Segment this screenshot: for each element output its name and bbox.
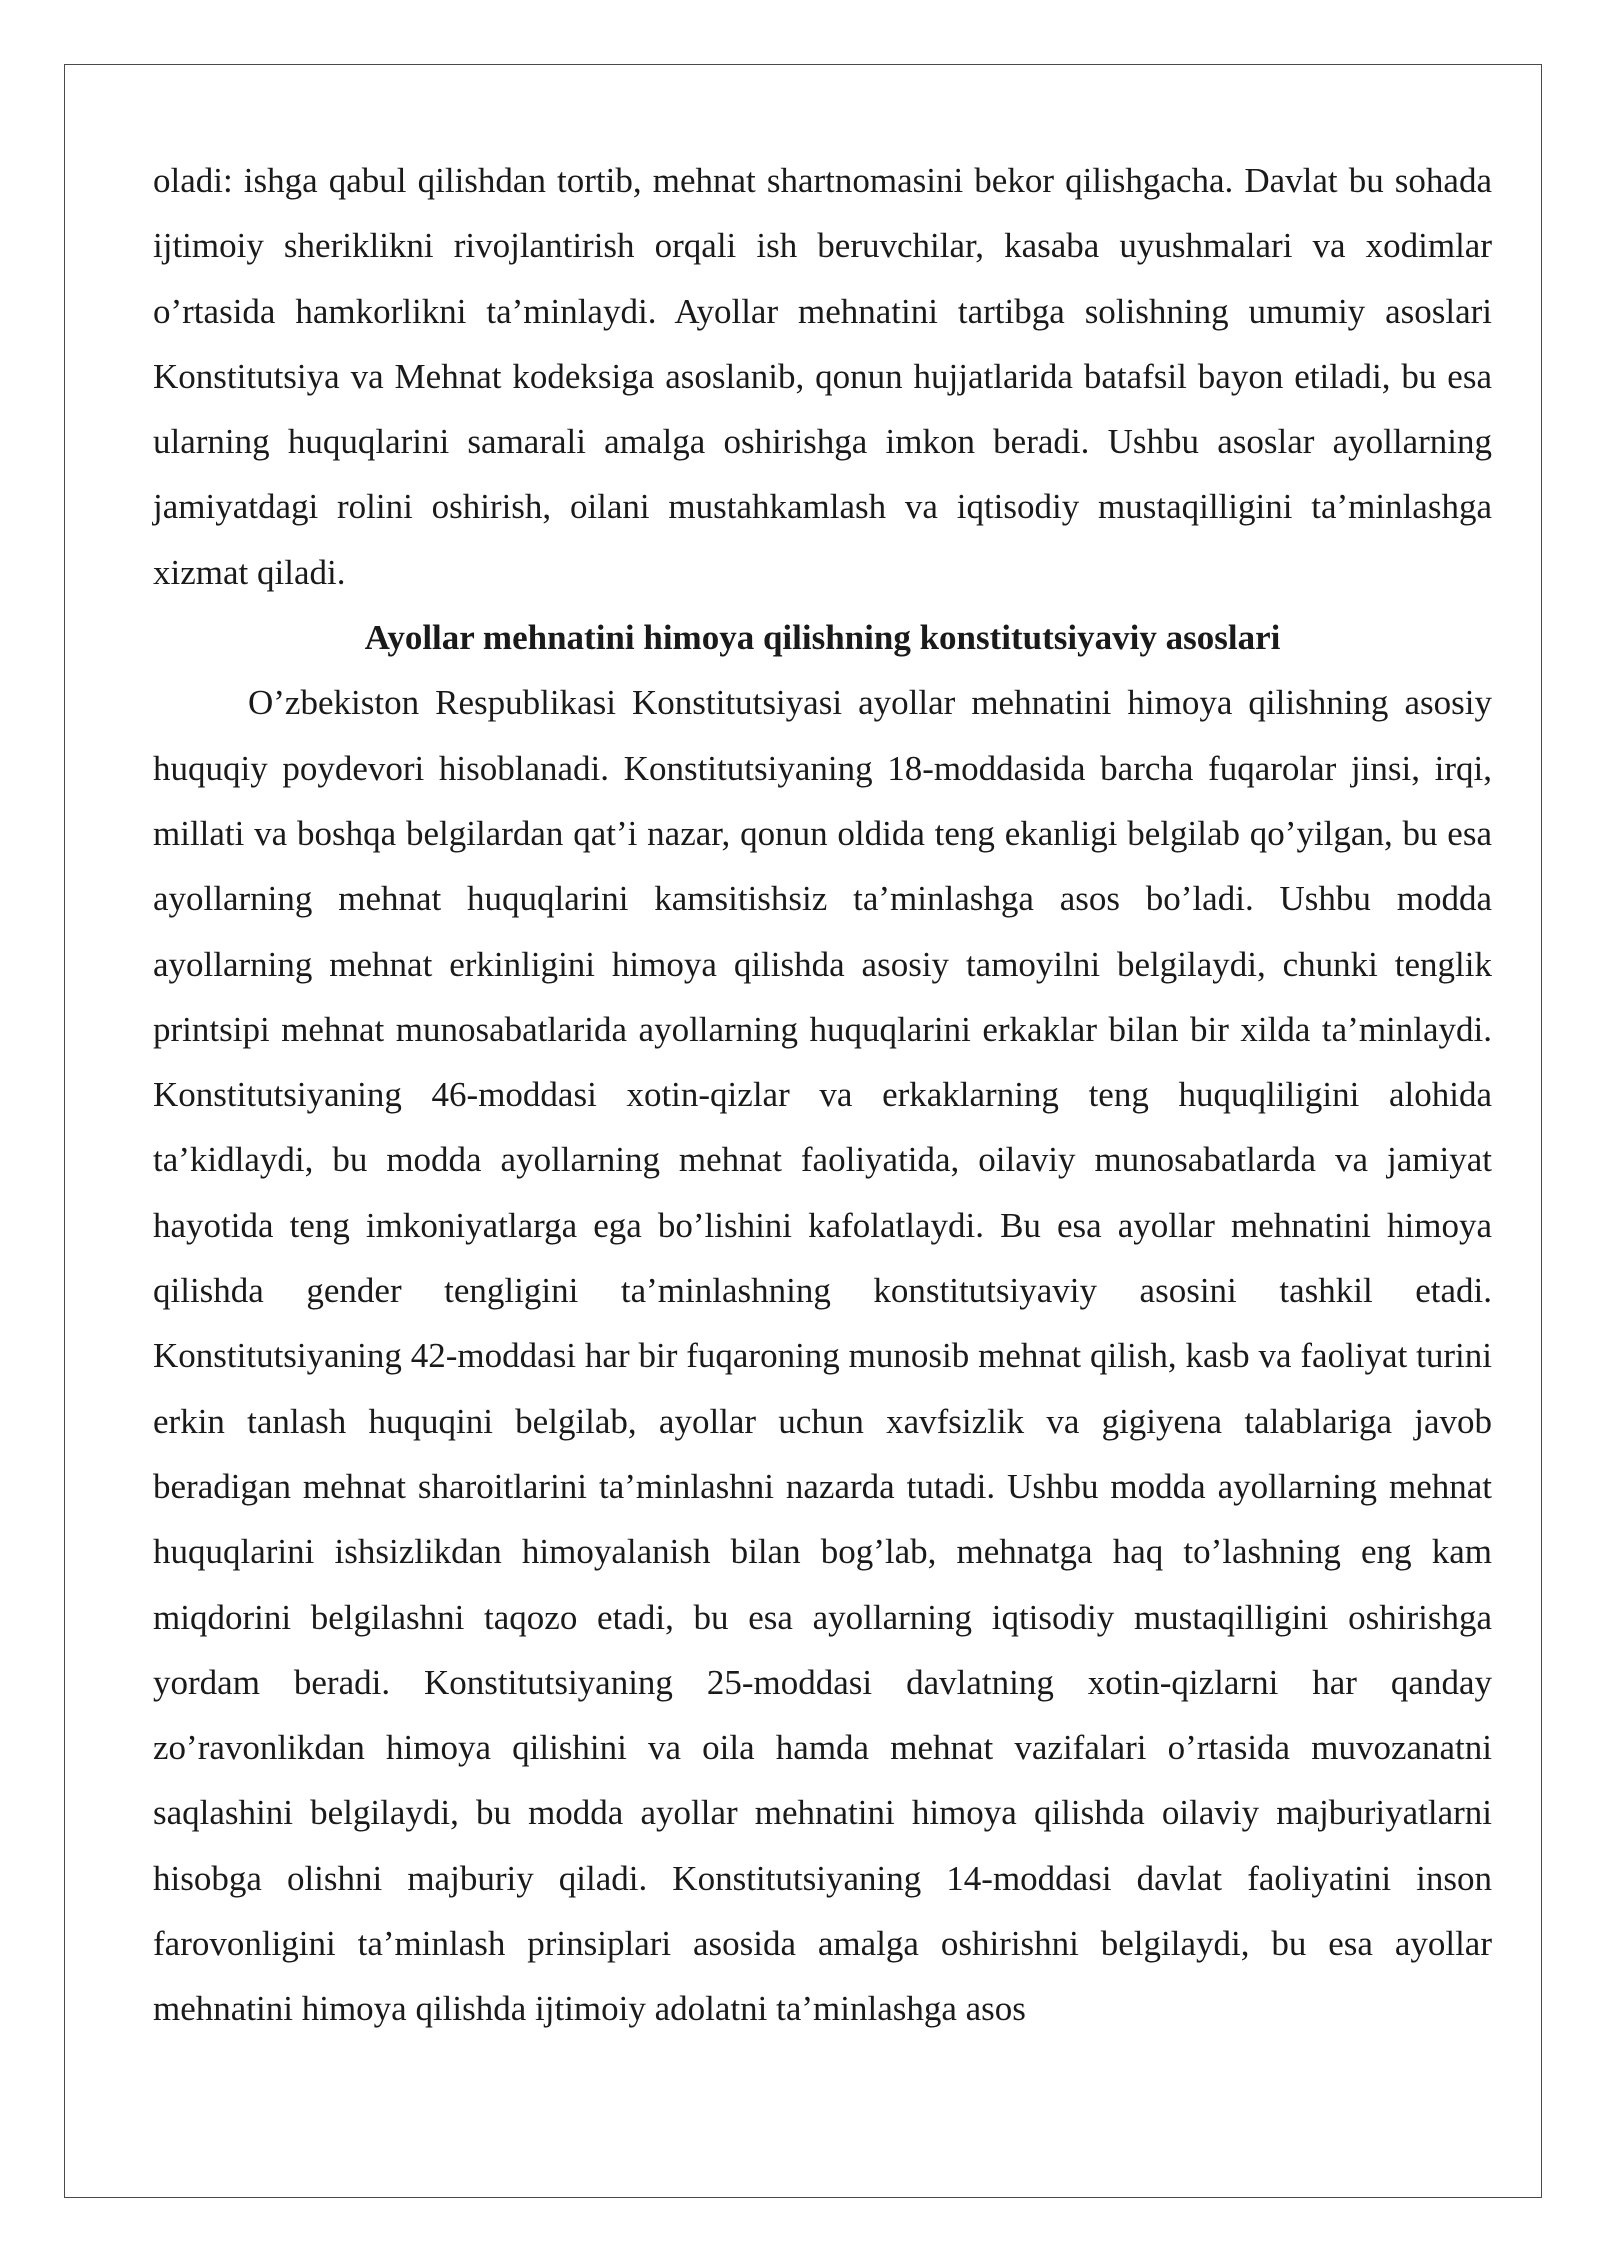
section-heading: Ayollar mehnatini himoya qilishning konstitutsiyaviy asoslari <box>364 618 1281 658</box>
paragraph-constitution: O’zbekiston Respublikasi Konstitutsiyasi ayollar mehnatini himoya qilishning asosiy huquqiy poydevori hisoblanadi. Konstitutsiyaning 18-moddasida barcha fuqarolar jinsi, irqi, millati va boshqa belgilardan qat’i nazar, qonun oldida teng ekanligi belgilab qo’yilgan, bu esa ayollarning mehnat huquqlarini kamsitishsiz ta’minlashga asos bo’ladi. Ushbu modda ayollarning mehnat erkinligini himoya qilishda asosiy tamoyilni belgilaydi, chunki tenglik printsipi mehnat munosabatlarida ayollarning huquqlarini erkaklar bilan bir xilda ta’minlaydi. Konstitutsiyaning 46-moddasi xotin-qizlar va erkaklarning teng huquqliligini alohida ta’kidlaydi, bu modda ayollarning mehnat faoliyatida, oilaviy munosabatlarda va jamiyat hayotida teng imkoniyatlarga ega bo’lishini kafolatlaydi. Bu esa ayollar mehnatini himoya qilishda gender tengligini ta’minlashning konstitutsiyaviy asosini tashkil etadi. Konstitutsiyaning 42-moddasi har bir fuqaroning munosib mehnat qilish, kasb va faoliyat turini erkin tanlash huquqini belgilab, ayollar uchun xavfsizlik va gigiyena talablariga javob beradigan mehnat sharoitlarini ta’minlashni nazarda tutadi. Ushbu modda ayollarning mehnat huquqlarini ishsizlikdan himoyalanish bilan bog’lab, mehnatga haq to’lashning eng kam miqdorini belgilashni taqozo etadi, bu esa ayollarning iqtisodiy mustaqilligini oshirishga yordam beradi. Konstitutsiyaning 25-moddasi davlatning xotin-qizlarni har qanday zo’ravonlikdan himoya qilishini va oila hamda mehnat vazifalari o’rtasida muvozanatni saqlashini belgilaydi, bu modda ayollar mehnatini himoya qilishda oilaviy majburiyatlarni hisobga olishni majburiy qiladi. Konstitutsiyaning 14-moddasi davlat faoliyatini inson farovonligini ta’minlash prinsiplari asosida amalga oshirishni belgilaydi, bu esa ayollar mehnatini himoya qilishda ijtimoiy adolatni ta’minlashga asos <box>153 683 1492 2029</box>
paragraph-continuation: oladi: ishga qabul qilishdan tortib, mehnat shartnomasini bekor qilishgacha. Davlat bu sohada ijtimoiy sheriklikni rivojlantirish orqali ish beruvchilar, kasaba uyushmalari va xodimlar o’rtasida hamkorlikni ta’minlaydi. Ayollar mehnatini tartibga solishning umumiy asoslari Konstitutsiya va Mehnat kodeksiga asoslanib, qonun hujjatlarida batafsil bayon etiladi, bu esa ularning huquqlarini samarali amalga oshirishga imkon beradi. Ushbu asoslar ayollarning jamiyatdagi rolini oshirish, oilani mustahkamlash va iqtisodiy mustaqilligini ta’minlashga xizmat qiladi. <box>153 161 1492 592</box>
document-body <box>153 148 1492 2042</box>
